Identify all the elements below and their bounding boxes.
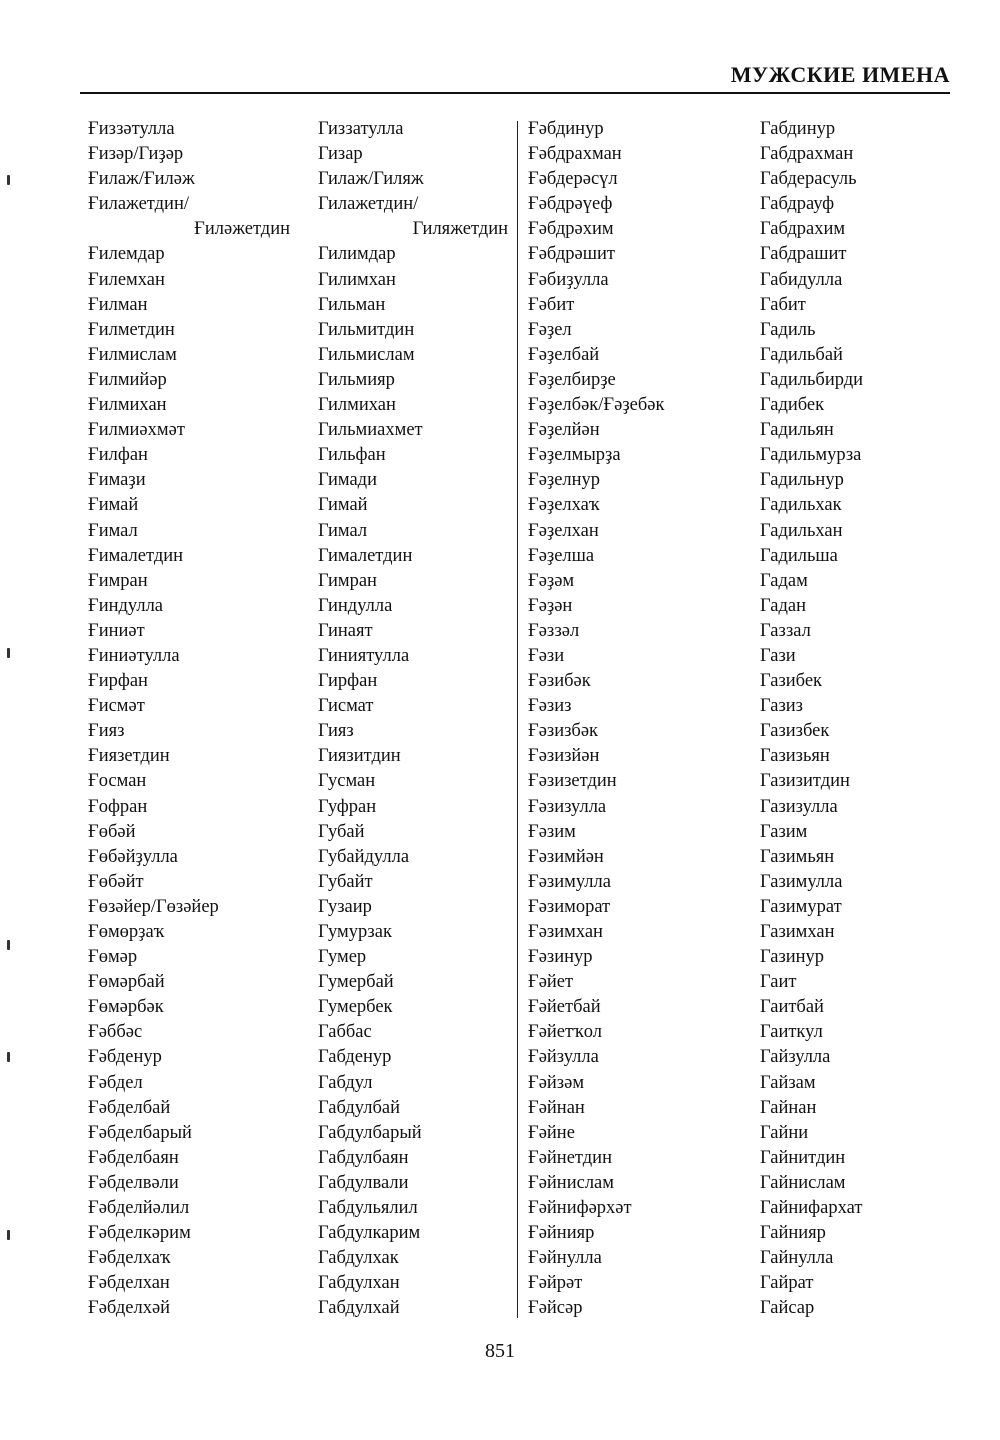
russian-name: Гадильбай [760, 344, 843, 365]
russian-name: Гуфран [318, 796, 377, 817]
russian-name: Гильмислам [318, 344, 415, 365]
tatar-name: Ғиниәтулла [88, 645, 180, 666]
tatar-name: Ғимал [88, 520, 138, 541]
tatar-name: Ғөмәр [88, 947, 138, 968]
russian-name: Гумербай [318, 972, 394, 993]
russian-name: Гадан [760, 595, 806, 616]
tatar-name: Ғәйнифәрхәт [528, 1198, 632, 1219]
tatar-name: Ғәйне [528, 1122, 575, 1143]
russian-name: Гиндулла [318, 595, 393, 616]
russian-name: Гадильбирди [760, 369, 864, 390]
russian-name: Гимай [318, 495, 368, 516]
tatar-name: Ғәзизбәк [528, 721, 599, 742]
tatar-name: Ғәбделхәй [88, 1298, 171, 1319]
russian-name: Габдулбаян [318, 1147, 409, 1168]
russian-name: Гумурзак [318, 922, 392, 942]
russian-name: Габдрауф [760, 194, 835, 215]
tatar-name: Ғәҙелбирҙе [528, 369, 616, 390]
tatar-name: Ғәҙелбай [528, 344, 600, 365]
tatar-name: Ғәҙелша [528, 545, 595, 566]
russian-name: Гадильмурза [760, 445, 862, 466]
russian-name: Гумер [318, 947, 367, 968]
tatar-name: Ғимран [88, 570, 148, 591]
tatar-name: Ғәбдрәшит [528, 244, 615, 265]
tatar-name: Ғәҙелхан [528, 520, 599, 541]
tatar-name: Ғәҙелйән [528, 420, 600, 441]
tatar-name: Ғәбдрәхим [528, 219, 614, 240]
russian-name: Газизьян [760, 746, 830, 767]
russian-name: Гаитбай [760, 997, 824, 1018]
margin-mark [7, 1052, 10, 1062]
tatar-name: Ғәйнияр [528, 1223, 595, 1244]
russian-name: Гиязитдин [318, 746, 401, 767]
russian-name: Гимади [318, 470, 377, 491]
russian-name: Газизбек [760, 721, 830, 742]
tatar-name: Ғәзимулла [528, 871, 611, 892]
russian-name: Гилмихан [318, 395, 396, 416]
tatar-name: Ғәйрәт [528, 1273, 583, 1294]
tatar-name: Ғәбдинур [528, 119, 604, 139]
tatar-name: Ғилемдар [88, 244, 165, 265]
russian-name: Гиззатулла [318, 119, 404, 139]
tatar-name: Ғофран [88, 796, 148, 817]
tatar-name: Ғиязетдин [88, 746, 170, 767]
tatar-name: Ғәҙел [528, 319, 572, 340]
russian-name: Гайзам [760, 1072, 816, 1093]
tatar-name: Ғиләжетдин [194, 219, 290, 240]
tatar-name: Ғәбделкәрим [88, 1223, 191, 1244]
russian-name: Гаиткул [760, 1022, 823, 1043]
russian-name: Гильман [318, 294, 386, 315]
russian-name: Газимулла [760, 871, 843, 892]
russian-name: Гайзулла [760, 1047, 831, 1068]
tatar-name: Ғилман [88, 294, 148, 315]
russian-name: Гимал [318, 520, 368, 541]
tatar-name: Ғәбденур [88, 1047, 162, 1068]
russian-name: Газиз [760, 696, 803, 717]
russian-name: Гильфан [318, 445, 386, 466]
russian-name: Гильмитдин [318, 319, 415, 340]
russian-name: Гайнулла [760, 1248, 834, 1269]
tatar-name: Ғәҙелхаҡ [528, 495, 600, 516]
column-russian-left [318, 117, 508, 1322]
russian-name: Гайрат [760, 1273, 814, 1294]
russian-name: Гумербек [318, 997, 393, 1018]
tatar-name: Ғәбделбаян [88, 1147, 179, 1168]
tatar-name: Ғәзиз [528, 696, 572, 717]
russian-name: Газизулла [760, 796, 838, 817]
russian-name: Гильмиахмет [318, 420, 423, 441]
russian-name: Гилимдар [318, 244, 396, 265]
russian-name: Габдул [318, 1072, 373, 1093]
tatar-name: Ғөбәйт [88, 871, 144, 892]
russian-name: Газибек [760, 671, 823, 692]
tatar-name: Ғәбдрәүеф [528, 194, 613, 215]
tatar-name: Ғәҙелбәк/Ғәҙебәк [528, 395, 665, 416]
tatar-name: Ғилфан [88, 445, 148, 466]
tatar-name: Ғиндулла [88, 595, 164, 616]
tatar-name: Ғәзи [528, 645, 565, 666]
tatar-name: Ғәбит [528, 294, 575, 315]
tatar-name: Ғөбәй [88, 821, 136, 842]
tatar-name: Ғияз [88, 721, 125, 742]
tatar-name: Ғәбделхан [88, 1273, 170, 1294]
tatar-name: Ғөзәйер/Гөзәйер [88, 896, 219, 917]
russian-name: Гадильнур [760, 470, 844, 491]
russian-name: Габдрахим [760, 219, 846, 240]
russian-name: Гимран [318, 570, 377, 591]
russian-name: Гайни [760, 1122, 809, 1143]
tatar-name: Ғәбдерәсүл [528, 169, 618, 190]
russian-name: Гадильян [760, 420, 834, 441]
russian-name: Гайнифархат [760, 1198, 863, 1219]
russian-name: Габдулбарый [318, 1122, 422, 1143]
tatar-name: Ғәйетҡол [528, 1022, 602, 1043]
page-number: 851 [485, 1340, 515, 1362]
russian-name: Гильмияр [318, 369, 395, 390]
russian-name: Гиляжетдин [412, 219, 508, 240]
tatar-name: Ғәҙелмырҙа [528, 445, 621, 466]
russian-name: Гинаят [318, 620, 373, 641]
tatar-name: Ғизәр/Гиҙәр [88, 144, 184, 165]
tatar-name: Ғәйнулла [528, 1248, 602, 1269]
margin-mark [7, 175, 10, 185]
russian-name: Габит [760, 294, 806, 315]
tatar-name: Ғәзизетдин [528, 771, 617, 792]
russian-name: Гаит [760, 972, 797, 993]
russian-name: Газизитдин [760, 771, 850, 792]
tatar-name: Ғирфан [88, 671, 148, 692]
russian-name: Губай [318, 821, 365, 842]
russian-name: Газзал [760, 620, 811, 641]
tatar-name: Ғөмәрбәк [88, 997, 164, 1018]
tatar-name: Ғәзизулла [528, 796, 607, 817]
russian-name: Гималетдин [318, 545, 413, 566]
russian-name: Гайсар [760, 1298, 815, 1319]
tatar-name: Ғилмихан [88, 395, 167, 416]
russian-name: Гузаир [318, 896, 372, 917]
tatar-name: Ғәйетбай [528, 997, 601, 1018]
page-header [80, 60, 950, 94]
tatar-name: Ғәйзулла [528, 1047, 599, 1068]
tatar-name: Ғәззәл [528, 620, 580, 641]
russian-name: Габдулхан [318, 1273, 400, 1294]
column-divider [517, 121, 518, 1318]
tatar-name: Ғөмөрҙаҡ [88, 922, 165, 942]
russian-name: Гирфан [318, 671, 378, 692]
tatar-name: Ғәҙелнур [528, 470, 601, 491]
tatar-name: Ғисмәт [88, 696, 145, 717]
tatar-name: Ғәбделхаҡ [88, 1248, 171, 1269]
margin-mark [7, 940, 10, 950]
russian-name: Габдрахман [760, 144, 854, 165]
russian-name: Габдулхай [318, 1298, 400, 1319]
tatar-name: Ғәббәс [88, 1022, 143, 1043]
russian-name: Гази [760, 645, 796, 666]
russian-name: Гисмат [318, 696, 374, 717]
tatar-name: Ғилажетдин/ [88, 194, 189, 215]
russian-name: Гилажетдин/ [318, 194, 419, 215]
russian-name: Габдулвали [318, 1172, 409, 1193]
tatar-name: Ғилмийәр [88, 369, 167, 390]
tatar-name: Ғәйнан [528, 1097, 585, 1118]
russian-name: Гадильхак [760, 495, 842, 516]
tatar-name: Ғәйсәр [528, 1298, 583, 1319]
tatar-name: Ғилмислам [88, 344, 177, 365]
russian-name: Габидулла [760, 269, 843, 290]
tatar-name: Ғәйзәм [528, 1072, 585, 1093]
tatar-name: Ғәйнислам [528, 1172, 614, 1193]
tatar-name: Ғимаҙи [88, 470, 146, 491]
margin-mark [7, 1230, 10, 1240]
column-russian-right [760, 117, 863, 1322]
russian-name: Гиниятулла [318, 645, 410, 666]
russian-name: Гизар [318, 144, 363, 165]
russian-name: Гадиль [760, 319, 816, 340]
russian-name: Газимхан [760, 922, 835, 942]
column-tatar-left [88, 117, 290, 1322]
tatar-name: Ғәзиморат [528, 896, 611, 917]
russian-name: Габдулбай [318, 1097, 401, 1118]
russian-name: Габбас [318, 1022, 372, 1043]
tatar-name: Ғәзибәк [528, 671, 591, 692]
russian-name: Габдулкарим [318, 1223, 421, 1244]
russian-name: Гайнан [760, 1097, 817, 1118]
tatar-name: Ғәзинур [528, 947, 593, 968]
russian-name: Гияз [318, 721, 354, 742]
tatar-name: Ғөбәйҙулла [88, 846, 178, 867]
tatar-name: Ғилметдин [88, 319, 175, 340]
russian-name: Габдинур [760, 119, 836, 139]
tatar-name: Ғәбделйәлил [88, 1198, 190, 1219]
tatar-name: Ғәбделвәли [88, 1172, 179, 1193]
tatar-name: Ғәбиҙулла [528, 269, 609, 290]
tatar-name: Ғәбдел [88, 1072, 143, 1093]
tatar-name: Ғәйет [528, 972, 574, 993]
tatar-name: Ғәйнетдин [528, 1147, 612, 1168]
tatar-name: Ғилаж/Ғиләж [88, 169, 195, 190]
russian-name: Гадильхан [760, 520, 843, 541]
russian-name: Гусман [318, 771, 376, 792]
tatar-name: Ғәзимхан [528, 922, 603, 942]
russian-name: Габдерасуль [760, 169, 857, 190]
russian-name: Газимьян [760, 846, 835, 867]
tatar-name: Ғәзимйән [528, 846, 604, 867]
tatar-name: Ғилмиәхмәт [88, 420, 185, 441]
russian-name: Габденур [318, 1047, 392, 1068]
tatar-name: Ғәҙән [528, 595, 573, 616]
russian-name: Гадибек [760, 395, 825, 416]
russian-name: Газим [760, 821, 808, 842]
tatar-name: Ғилемхан [88, 269, 165, 290]
tatar-name: Ғәзим [528, 821, 576, 842]
russian-name: Габдрашит [760, 244, 847, 265]
russian-name: Габдулхак [318, 1248, 399, 1269]
russian-name: Губайт [318, 871, 373, 892]
russian-name: Гайнитдин [760, 1147, 846, 1168]
tatar-name: Ғәбдрахман [528, 144, 622, 165]
russian-name: Губайдулла [318, 846, 410, 867]
tatar-name: Ғәбделбай [88, 1097, 171, 1118]
russian-name: Гилаж/Гиляж [318, 169, 424, 190]
russian-name: Гилимхан [318, 269, 396, 290]
tatar-name: Ғиниәт [88, 620, 145, 641]
russian-name: Гадам [760, 570, 808, 591]
russian-name: Габдульялил [318, 1198, 418, 1219]
tatar-name: Ғәзизйән [528, 746, 600, 767]
tatar-name: Ғәбделбарый [88, 1122, 192, 1143]
margin-mark [7, 648, 10, 658]
russian-name: Гайнияр [760, 1223, 826, 1244]
column-tatar-right [528, 117, 664, 1322]
tatar-name: Ғималетдин [88, 545, 184, 566]
tatar-name: Ғимай [88, 495, 139, 516]
page-title: МУЖСКИЕ ИМЕНА [730, 62, 950, 87]
russian-name: Газимурат [760, 896, 842, 917]
russian-name: Гадильша [760, 545, 838, 566]
tatar-name: Ғәҙәм [528, 570, 575, 591]
tatar-name: Ғөмәрбай [88, 972, 165, 993]
tatar-name: Ғиззәтулла [88, 119, 175, 139]
russian-name: Газинур [760, 947, 825, 968]
russian-name: Гайнислам [760, 1172, 846, 1193]
tatar-name: Ғосман [88, 771, 147, 792]
